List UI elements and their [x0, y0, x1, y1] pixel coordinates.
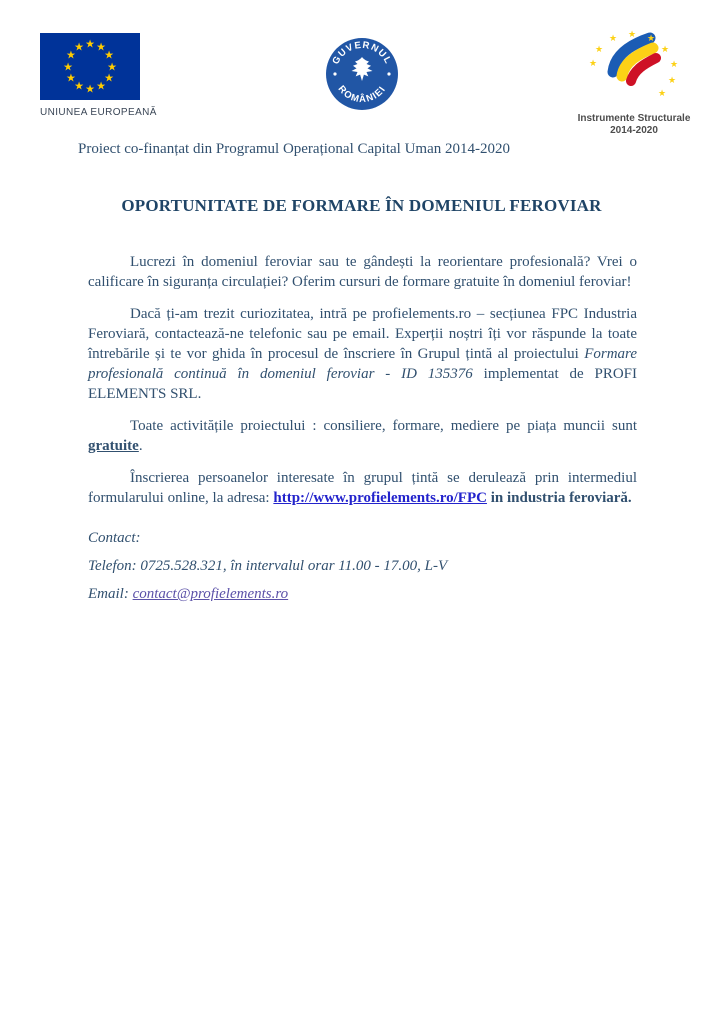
contact-email-line	[88, 584, 637, 604]
gov-seal-top-text: GUVERNUL	[329, 39, 394, 67]
contact-email-link[interactable]: contact@profielements.ro	[132, 586, 289, 602]
svg-text:★: ★	[608, 34, 618, 44]
paragraph-details	[88, 304, 637, 404]
eu-star-icon: ★	[85, 37, 95, 51]
free-emphasis: gratuite	[88, 438, 139, 454]
eu-star-icon: ★	[63, 60, 73, 73]
eu-flag-icon	[40, 33, 140, 100]
eu-logo-block	[40, 33, 157, 118]
paragraph-registration-text: Înscrierea persoanelor interesate în grupul țintă se derulează prin intermediul formularului online, la adresa:	[88, 470, 637, 506]
seal-separator-right	[387, 72, 390, 75]
tricolor-swoosh	[613, 38, 656, 81]
paragraph-registration-end: in industria feroviară.	[486, 490, 632, 506]
eu-star-icon: ★	[104, 48, 114, 62]
seal-separator-left	[333, 72, 336, 75]
contact-email-label: Email:	[88, 586, 133, 602]
gov-seal-bottom-text: ROMÂNIEI	[335, 83, 388, 106]
project-name-italic: Formare profesională continuă în domeniul feroviar - ID 135376	[88, 346, 637, 382]
structural-instruments-label	[569, 113, 699, 137]
eu-star-icon: ★	[96, 79, 106, 93]
is-label-line2: 2014-2020	[610, 125, 658, 136]
government-seal-icon	[325, 37, 399, 111]
eu-star-icon: ★	[107, 60, 117, 73]
svg-text:★: ★	[594, 45, 604, 55]
contact-phone: Telefon: 0725.528.321, în intervalul orar 11.00 - 17.00, L-V	[88, 558, 448, 574]
paragraph-details-end: implementat de PROFI ELEMENTS SRL.	[88, 366, 637, 402]
page-title: OPORTUNITATE DE FORMARE ÎN DOMENIUL FEROVIAR	[121, 196, 602, 215]
svg-text:★: ★	[646, 34, 656, 44]
eu-star-icon: ★	[74, 79, 84, 93]
funding-subheader: Proiect co-finanțat din Programul Operațional Capital Uman 2014-2020	[78, 141, 510, 157]
structural-instruments-logo	[569, 26, 699, 137]
paragraph-activities-end: .	[138, 438, 143, 454]
svg-text:★: ★	[667, 76, 677, 86]
eu-star-icon: ★	[74, 40, 84, 54]
paragraph-intro-text: Lucrezi în domeniul feroviar sau te gândești la reorientare profesională? Vrei o calificare în siguranța circulației? Oferim cursuri de formare gratuite în domeniul feroviar!	[88, 254, 637, 290]
eu-star-icon: ★	[85, 82, 95, 96]
contact-section	[88, 528, 637, 604]
contact-label: Contact:	[88, 530, 141, 546]
eu-star-icon: ★	[104, 71, 114, 85]
eu-star-icon: ★	[96, 40, 106, 54]
paragraph-intro	[88, 252, 637, 292]
paragraph-activities-text: Toate activitățile proiectului : consiliere, formare, mediere pe piața muncii sunt	[130, 418, 637, 434]
paragraph-registration	[88, 468, 637, 508]
svg-text:★: ★	[669, 60, 679, 70]
svg-text:★: ★	[660, 45, 670, 55]
svg-text:★: ★	[657, 89, 667, 99]
is-label-line1: Instrumente Structurale	[577, 113, 691, 124]
eu-flag-label: UNIUNEA EUROPEANĂ	[40, 107, 157, 118]
eu-star-icon: ★	[66, 71, 76, 85]
paragraph-activities	[88, 416, 637, 456]
document-body	[88, 252, 637, 612]
svg-text:★: ★	[627, 30, 637, 40]
government-of-romania-logo	[325, 37, 399, 116]
registration-form-link[interactable]: http://www.profielements.ro/FPC	[273, 490, 487, 506]
structural-instruments-icon	[584, 26, 684, 106]
svg-text:★: ★	[588, 59, 598, 69]
paragraph-details-text: Dacă ți-am trezit curiozitatea, intră pe profielements.ro – secțiunea FPC Industria Feroviară, contactează-ne telefonic sau pe email. Experții noștri îți vor răspunde la toate întrebările și te vor ghida în procesul de înscriere în Grupul țintă al proiectului	[88, 306, 637, 362]
eu-star-icon: ★	[66, 48, 76, 62]
